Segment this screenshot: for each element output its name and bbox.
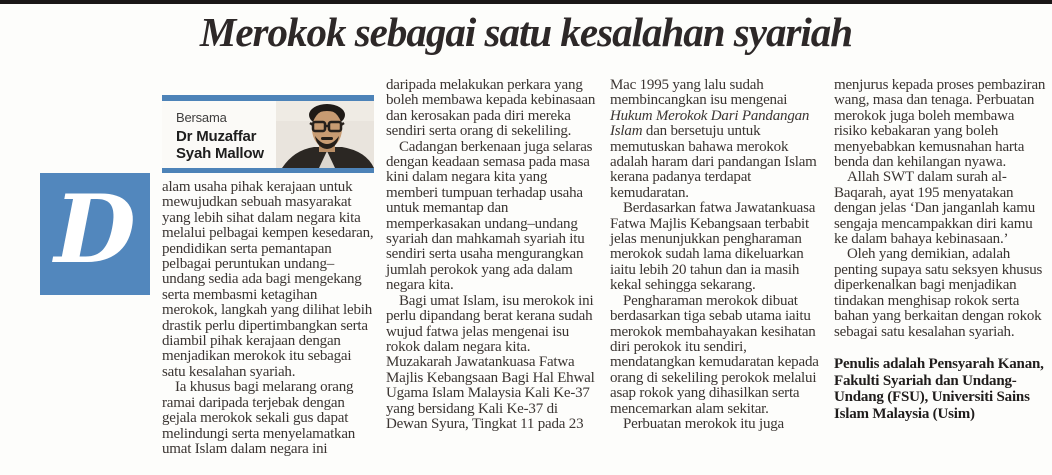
byline-text bbox=[162, 101, 276, 168]
article-headline: Merokok sebagai satu kesalahan syariah bbox=[199, 9, 853, 55]
column-4 bbox=[834, 78, 1046, 457]
paragraph: Ia khusus bagi melarang orang ramai daripada terjebak dengan gejala merokok sekali gus dapat melindungi serta menyelamatkan umat Islam dalam negara ini bbox=[162, 379, 356, 457]
byline-label: Bersama bbox=[176, 110, 227, 125]
paragraph: Allah SWT dalam surah al-Baqarah, ayat 195 menyatakan dengan jelas ‘Dan janganlah kamu sengaja mencampakkan diri kamu ke dalam bahaya kebinasaan.’ bbox=[834, 169, 1036, 248]
author-credit: Penulis adalah Pensyarah Kanan, Fakulti Syariah dan Undang-Undang (FSU), Universiti Sains Islam Malaysia (Usim) bbox=[834, 355, 1044, 422]
byline-inner bbox=[162, 101, 374, 168]
byline-bottom-bar bbox=[162, 168, 374, 173]
column-layout bbox=[162, 78, 1048, 457]
paragraph: Pengharaman merokok dibuat berdasarkan tiga sebab utama iaitu merokok membahayakan kesihatan diri perokok itu sendiri, mendatangkan kemudaratan kepada orang di sekeliling perokok melalui asap rokok yang dihasilkan serta mencemarkan alam sekitar. bbox=[610, 292, 819, 417]
top-rule bbox=[0, 0, 1052, 4]
paragraph: alam usaha pihak kerajaan untuk mewujudkan sebuah masyarakat yang lebih sihat dalam negara kita melalui pelbagai kempen kesedaran, pendidikan serta pemantapan pelbagai peruntukan undang–undang sedia ada bagi mengekang serta membasmi ketagihan merokok, langkah yang dilihat lebih drastik perlu dipertimbangkan serta diambil pihak kerajaan dengan menjadikan merokok itu sebagai satu kesalahan syariah. bbox=[162, 179, 374, 380]
text-segment: dan bersetuju untuk memutuskan bahawa merokok adalah haram dari pandangan Islam kerana padanya terdapat kemudaratan. bbox=[610, 123, 817, 201]
paragraph: Berdasarkan fatwa Jawatankuasa Fatwa Majlis Kebangsaan terbabit jelas menunjukkan pengharaman merokok sudah lama dikeluarkan iaitu lebih 20 tahun dan ia masih kekal sehingga sekarang. bbox=[610, 200, 816, 294]
text-segment: Mac 1995 yang lalu sudah membincangkan isu mengenai bbox=[610, 77, 788, 109]
author-photo-illustration bbox=[276, 101, 374, 168]
paragraph bbox=[610, 78, 822, 201]
italic-work-title: Hukum Merokok Dari Pandangan Islam bbox=[610, 107, 810, 140]
author-photo bbox=[276, 101, 374, 168]
dropcap-letter: D bbox=[40, 173, 150, 295]
article-body bbox=[40, 78, 1048, 475]
column-3 bbox=[610, 78, 822, 457]
column-1 bbox=[162, 78, 374, 457]
paragraph: Bagi umat Islam, isu merokok ini perlu dipandang berat kerana sudah wujud fatwa jelas mengenai isu rokok dalam negara kita. Muzakarah Jawatankuasa Fatwa Majlis Kebangsaan Bagi Hal Ehwal Ugama Islam Malaysia Kali Ke-37 yang bersidang Kali Ke-37 di Dewan Syura, Tingkat 11 pada 23 bbox=[386, 292, 595, 432]
paragraph: Oleh yang demikian, adalah penting supaya satu seksyen khusus diperkenalkan bagi menjadikan tindakan menghisap rokok serta bahan yang berkaitan dengan rokok sebagai satu kesalahan syariah. bbox=[834, 246, 1043, 340]
paragraph: Cadangan berkenaan juga selaras dengan keadaan semasa pada masa kini dalam negara kita yang memberi tumpuan terhadap usaha untuk memantap dan memperkasakan undang–undang syariah dan mahkamah syariah itu sendiri serta usaha mengurangkan jumlah perokok yang ada dalam negara kita. bbox=[386, 138, 593, 294]
column-2 bbox=[386, 78, 598, 457]
paragraph: daripada melakukan perkara yang boleh membawa kepada kebinasaan dan kerosakan pada diri mereka sendiri serta orang di sekeliling. bbox=[386, 77, 596, 140]
byline-box bbox=[162, 95, 374, 173]
paragraph: menjurus kepada proses pembaziran wang, masa dan tenaga. Perbuatan merokok juga boleh membawa risiko kebakaran yang boleh menyebabkan kemusnahan harta benda dan kehilangan nyawa. bbox=[834, 77, 1046, 171]
paragraph: Perbuatan merokok itu juga bbox=[623, 415, 785, 432]
byline-author-name: Dr Muzaffar Syah Mallow bbox=[176, 128, 264, 163]
